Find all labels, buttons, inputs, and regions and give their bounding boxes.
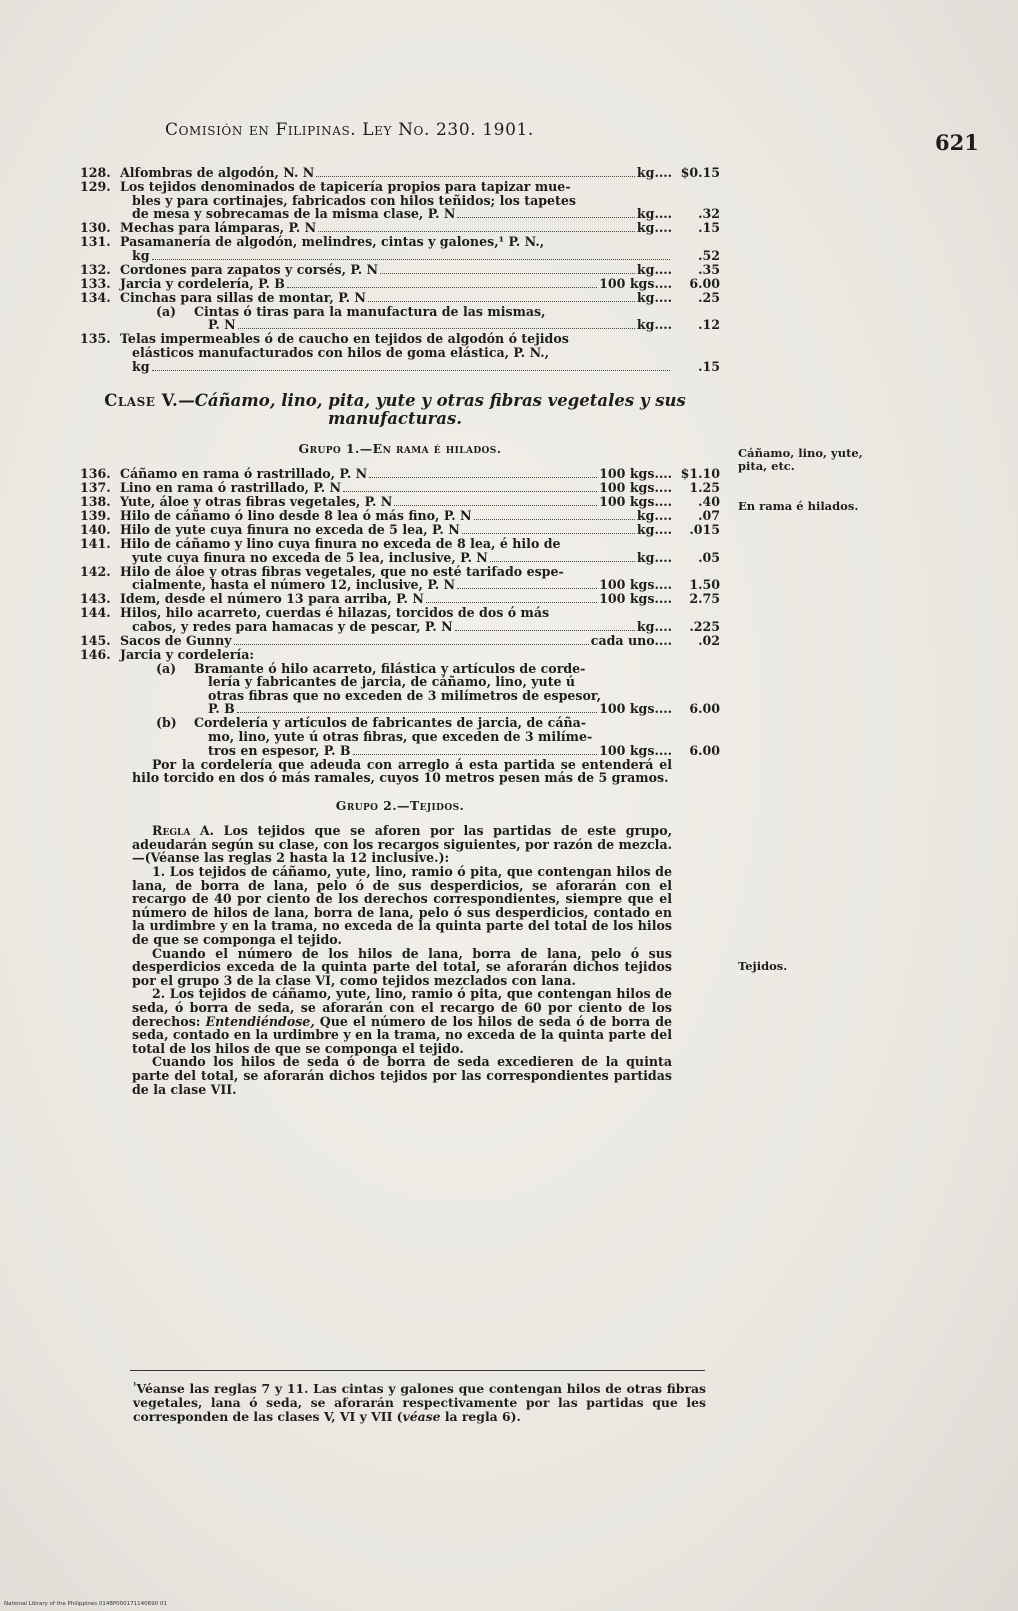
tariff-entry (80, 235, 720, 263)
rule-text-italic: Entendiéndose, (205, 1013, 315, 1029)
entry-number: 138. (80, 494, 111, 510)
subentry-label: (a) (156, 303, 177, 319)
entry-number: 133. (80, 275, 111, 291)
entry-rate: .12 (698, 317, 720, 333)
entry-text: Alfombras de algodón, N. N (120, 165, 315, 180)
entry-rate: .25 (698, 289, 720, 305)
entry-rate: .15 (698, 358, 720, 374)
entry-rate: 6.00 (689, 275, 720, 291)
entry-text-line: Los tejidos denominados de tapicería propios para tapizar mue- (120, 179, 571, 194)
page-number: 621 (935, 130, 979, 155)
tariff-entry (80, 634, 720, 648)
tariff-entry (80, 221, 720, 235)
rule-paragraph: 1. Los tejidos de cáñamo, yute, lino, ramio ó pita, que contengan hilos de lana, de borra de lana, pelo ó de sus desperdicios, se aforarán con el recargo de 40 por ciento de los derechos correspondientes, siempre que el número de hilos de lana, borra de lana, pelo ó sus desperdicios, contado en la urdimbre y en la trama, no exceda de la quinta parte del total de los hilos de que se componga el tejido. (132, 864, 672, 948)
entry-number: 145. (80, 632, 111, 648)
footnote-text-italic: véase (402, 1409, 441, 1424)
entry-text-line: otras fibras que no exceden de 3 milímetros de espesor, (208, 687, 601, 703)
tariff-entry (80, 467, 720, 481)
entry-text: P. N (208, 317, 236, 333)
entry-unit: kg.... (636, 165, 672, 180)
entry-text: Idem, desde el número 13 para arriba, P. N (120, 591, 424, 607)
tariff-entry (80, 565, 720, 593)
entry-text-line: Pasamanería de algodón, melindres, cintas y galones,¹ P. N., (120, 234, 545, 250)
entry-rate: .05 (698, 549, 720, 565)
entry-rate: $0.15 (680, 165, 720, 180)
entry-number: 142. (80, 563, 111, 579)
entry-rate: 2.75 (689, 591, 720, 607)
rule-label: Regla A. (152, 823, 215, 839)
entry-number: 129. (80, 179, 111, 194)
entry-text: cabos, y redes para hamacas y de pescar, P. N (132, 618, 453, 634)
entry-text: Yute, áloe y otras fibras vegetales, P. N (120, 494, 393, 510)
entry-rate: .015 (689, 522, 720, 538)
rule-text: Que el número de los hilos de seda ó de borra de seda, contado en la urdimbre y en la trama, no exceda de la quinta parte del total de los hilos de que se componga el tejido. (132, 1013, 673, 1056)
entry-unit: 100 kgs.... (599, 275, 672, 291)
entry-text-line: Hilo de áloe y otras fibras vegetales, que no esté tarifado espe- (120, 563, 564, 579)
entry-unit: 100 kgs.... (599, 480, 672, 496)
rule-paragraph: Cuando los hilos de seda ó de borra de seda excedieren de la quinta parte del total, se aforarán dichos tejidos por las correspondientes partidas de la clase VII. (132, 1054, 672, 1097)
entry-unit: 100 kgs.... (599, 494, 672, 510)
entry-text-line: Hilos, hilo acarreto, cuerdas é hilazas, torcidos de dos ó más (120, 605, 550, 621)
tariff-entry (80, 592, 720, 606)
entry-text-line: lería y fabricantes de jarcia, de cáñamo, lino, yute ú (208, 674, 576, 690)
rule-text: 2. Los tejidos de cáñamo, yute, lino, ramio ó pita, que contengan hilos de seda, ó borra de seda, se aforarán con el recargo de 60 por ciento de los derechos: (132, 986, 672, 1029)
running-title: Comisión en Filipinas. Ley No. 230. 1901. (165, 120, 534, 140)
section-label: Clase V. (104, 390, 179, 410)
entry-unit: kg.... (636, 289, 672, 305)
tariff-entry (80, 509, 720, 523)
entry-rate: 6.00 (689, 742, 720, 758)
tariff-column (80, 166, 720, 1096)
tariff-entry (80, 648, 720, 662)
entry-rate: .35 (698, 261, 720, 277)
entry-unit: kg.... (636, 618, 672, 634)
entry-text: de mesa y sobrecamas de la misma clase, P. N (132, 206, 456, 222)
group-heading: Grupo 2.—Tejidos. (335, 797, 465, 813)
tariff-entry (80, 537, 720, 565)
entry-text: Sacos de Gunny (120, 632, 232, 648)
entry-unit: kg.... (636, 206, 672, 222)
subentry-label: (a) (156, 660, 177, 676)
entry-unit: kg.... (636, 522, 672, 538)
tariff-entry (80, 606, 720, 634)
entry-rate: .40 (698, 494, 720, 510)
margin-note: Cáñamo, lino, yute, pita, etc. (738, 446, 863, 473)
entry-text: Cáñamo en rama ó rastrillado, P. N (120, 466, 368, 482)
entry-text-line: elásticos manufacturados con hilos de goma elástica, P. N., (132, 344, 550, 360)
entry-text-line: Hilo de cáñamo y lino cuya finura no exceda de 8 lea, é hilo de (120, 536, 561, 552)
entry-number: 134. (80, 289, 111, 305)
margin-note: Tejidos. (738, 959, 788, 973)
tariff-entry (80, 495, 720, 509)
tariff-entry (80, 481, 720, 495)
entry-number: 135. (80, 331, 111, 347)
entry-number: 131. (80, 234, 111, 250)
section-title: —Cáñamo, lino, pita, yute y otras fibras vegetales y sus manufacturas. (178, 390, 686, 428)
entry-text: tros en espesor, P. B (208, 742, 351, 758)
entry-text: kg (132, 358, 150, 374)
tariff-subentry (80, 716, 720, 757)
entry-rate: .52 (698, 247, 720, 263)
footnote-text: Véanse las reglas 7 y 11. Las cintas y galones que contengan hilos de otras fibras vegetales, lana ó seda, se aforarán respectivamente por las partidas que les corresponden de las clases V, VI y VII ( (133, 1381, 706, 1424)
group-heading: Grupo 1.—En rama é hilados. (298, 440, 502, 456)
entry-number: 140. (80, 522, 111, 538)
rule-paragraph: Cuando el número de los hilos de lana, borra de lana, pelo ó sus desperdicios exceda de la quinta parte del total, se aforarán dichos tejidos por el grupo 3 de la clase VI, como tejidos mezclados con lana. (132, 945, 672, 988)
entry-unit: 100 kgs.... (599, 701, 672, 717)
margin-note: En rama é hilados. (738, 499, 859, 513)
entry-number: 132. (80, 261, 111, 277)
entry-rate: .15 (698, 220, 720, 236)
rule-paragraph (132, 824, 720, 865)
entry-text: Hilo de cáñamo ó lino desde 8 lea ó más fino, P. N (120, 508, 472, 524)
tariff-subentry (80, 662, 720, 717)
entry-rate: 1.50 (689, 577, 720, 593)
entry-text-line: mo, lino, yute ú otras fibras, que exceden de 3 milíme- (208, 728, 593, 744)
entry-text-line: Cordelería y artículos de fabricantes de jarcia, de cáña- (194, 715, 587, 731)
entry-number: 141. (80, 536, 111, 552)
entry-number: 139. (80, 508, 111, 524)
entry-unit: cada uno.... (590, 632, 672, 648)
footnote-text: la regla 6). (440, 1409, 521, 1424)
tariff-entry (80, 166, 720, 180)
entry-rate: .02 (698, 632, 720, 648)
subentry-label: (b) (156, 715, 177, 731)
footnote-rule (130, 1370, 705, 1371)
footnote (133, 1379, 706, 1424)
entry-text: kg (132, 247, 150, 263)
entry-text-line: Bramante ó hilo acarreto, filástica y artículos de corde- (194, 660, 586, 676)
entry-unit: 100 kgs.... (599, 742, 672, 758)
entry-unit: kg.... (636, 508, 672, 524)
entry-text: yute cuya finura no exceda de 5 lea, inclusive, P. N (132, 549, 488, 565)
entry-text: P. B (208, 701, 235, 717)
entry-number: 130. (80, 220, 111, 236)
entry-number: 136. (80, 466, 111, 482)
entry-rate: .32 (698, 206, 720, 222)
entry-unit: kg.... (636, 220, 672, 236)
tariff-entry (80, 523, 720, 537)
tariff-entry (80, 332, 720, 373)
entry-unit: kg.... (636, 549, 672, 565)
tariff-entry (80, 277, 720, 291)
entry-note: Por la cordelería que adeuda con arreglo á esta partida se entenderá el hilo torcido en dos ó más ramales, cuyos 10 metros pesen más de 5 gramos. (132, 756, 672, 786)
tariff-entry (80, 180, 720, 221)
entry-unit: 100 kgs.... (599, 591, 672, 607)
entry-text: Jarcia y cordelería: (120, 646, 254, 662)
entry-rate: 6.00 (689, 701, 720, 717)
entry-number: 146. (80, 646, 111, 662)
entry-unit: kg.... (636, 317, 672, 333)
entry-rate: 1.25 (689, 480, 720, 496)
tariff-entry (80, 263, 720, 277)
entry-number: 144. (80, 605, 111, 621)
section-heading (80, 392, 720, 428)
footnote-marker: ¹ (133, 1379, 137, 1390)
library-stamp: National Library of the Philippines 0148P000171140690 01 (4, 1601, 167, 1607)
entry-text: Cordones para zapatos y corsés, P. N (120, 261, 379, 277)
entry-text-line: Telas impermeables ó de caucho en tejidos de algodón ó tejidos (120, 331, 569, 347)
entry-text: cialmente, hasta el número 12, inclusive, P. N (132, 577, 455, 593)
entry-text: Lino en rama ó rastrillado, P. N (120, 480, 342, 496)
entry-text: Jarcia y cordelería, P. B (120, 275, 285, 291)
rule-text: Los tejidos que se aforen por las partidas de este grupo, adeudarán según su clase, con los recargos siguientes, por razón de mezcla.—(Véanse las reglas 2 hasta la 12 inclusive.): (132, 823, 672, 866)
entry-unit: 100 kgs.... (599, 466, 672, 482)
entry-rate: .225 (689, 618, 720, 634)
entry-number: 137. (80, 480, 111, 496)
tariff-entry (80, 291, 720, 305)
entry-unit: 100 kgs.... (599, 577, 672, 593)
rule-paragraph (132, 987, 720, 1055)
entry-text: Mechas para lámparas, P. N (120, 220, 317, 236)
entry-rate: .07 (698, 508, 720, 524)
entry-number: 128. (80, 165, 111, 180)
entry-unit: kg.... (636, 261, 672, 277)
entry-text-line: Cintas ó tiras para la manufactura de las mismas, (194, 303, 546, 319)
entry-text: Cinchas para sillas de montar, P. N (120, 289, 366, 305)
entry-rate: $1.10 (680, 466, 720, 482)
tariff-subentry (80, 305, 720, 333)
entry-text-line: bles y para cortinajes, fabricados con hilos teñidos; los tapetes (132, 192, 576, 208)
entry-text: Hilo de yute cuya finura no exceda de 5 lea, P. N (120, 522, 460, 538)
entry-number: 143. (80, 591, 111, 607)
